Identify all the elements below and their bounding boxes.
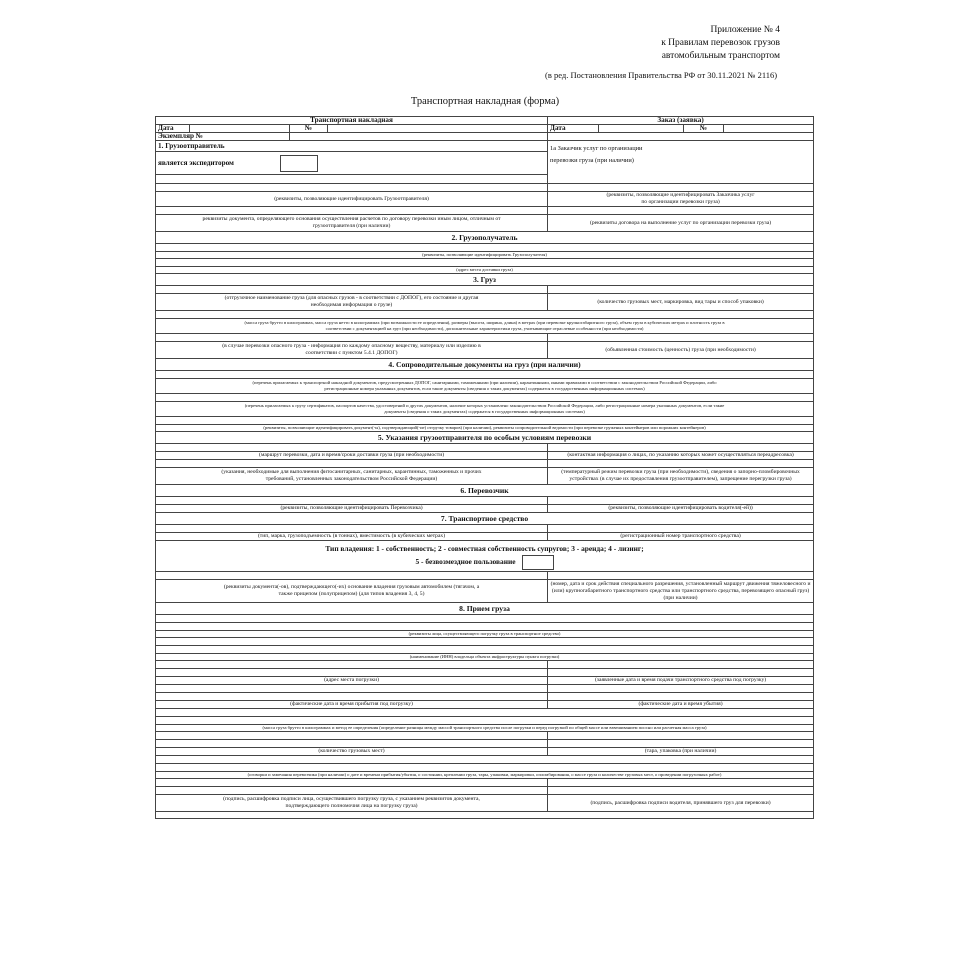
appendix-rules: к Правилам перевозок грузов <box>661 38 780 48</box>
cargo-name-field[interactable] <box>156 286 548 294</box>
packages-field[interactable] <box>548 286 814 294</box>
declared-time-field-2[interactable] <box>548 669 814 677</box>
vehicle-type: (тип, марка, грузоподъемность (в тоннах), вместимость (в кубических метрах) <box>156 533 548 541</box>
doc-basis-field[interactable] <box>156 207 548 215</box>
certificates-line2: документы (сведения о таких документах) содержатся в государственных информационных системах) <box>384 409 585 414</box>
acceptance-title: 8. Прием груза <box>156 603 814 615</box>
docs-list-line1: (перечень прилагаемых к транспортной накладной документов, предусмотренных ДОПОГ, санитарными, таможенными (при наличии), карантинными, иными правилами в соответствии с законодательством Российской Федерации, либо <box>252 380 717 385</box>
doc-basis-line2: грузоотправителя (при наличии) <box>312 223 391 229</box>
instructions-title: 5. Указания грузоотправителя по особым условиям перевозки <box>156 432 814 444</box>
carrier-title: 6. Перевозчик <box>156 485 814 497</box>
departure-field-2[interactable] <box>548 693 814 701</box>
special-permit-line3: (при наличии) <box>663 594 698 601</box>
cargo-name-line2: необходимая информация о грузе) <box>310 302 393 308</box>
forwarder-row <box>156 152 548 175</box>
count-field[interactable] <box>156 732 548 740</box>
delivery-addr: (адрес места доставки груза) <box>156 267 814 274</box>
temperature-line1: (температурный режим перевозки груза (при необходимости), сведения о запорно-пломбировочных <box>561 469 800 475</box>
ownership-type <box>156 541 814 572</box>
forwarder-label: является экспедитором <box>158 158 234 167</box>
redirect-contacts: (контактная информация о лицах, по указанию которых может осуществляться переадресовка) <box>548 452 814 460</box>
forwarder-checkbox[interactable] <box>280 155 318 172</box>
sanitary-line2: требований, установленных законодательством Российской Федерации) <box>265 476 438 482</box>
driver-sign-field[interactable] <box>548 779 814 787</box>
order-date-label: Дата <box>548 125 599 133</box>
certificates <box>156 402 814 417</box>
instr-field[interactable] <box>156 460 548 468</box>
infra-owner: (наименование (ИНН) владельца объекта инфраструктуры пункта погрузки) <box>156 654 814 661</box>
load-addr-field-2[interactable] <box>156 669 548 677</box>
count-field-2[interactable] <box>156 740 548 748</box>
docs-list <box>156 379 814 394</box>
special-permit-line2: (или) крупногабаритного транспортного средства или транспортного средства, перевозящего опасный груз) <box>551 587 810 594</box>
shipper-blank[interactable] <box>156 175 548 184</box>
doc-basis <box>156 215 548 232</box>
vehicle-title: 7. Транспортное средство <box>156 513 814 525</box>
load-addr-field[interactable] <box>156 661 548 669</box>
ownership-docs <box>156 580 548 603</box>
loader-req: (реквизиты лица, осуществляющего погрузку груза в транспортное средство) <box>156 631 814 638</box>
cargo-mass-line1: (масса груза брутто в килограммах, масса груза нетто в килограммах (при возможности ее определения), размеры (высота, ширина, длина) в метрах (при перевозке крупногабаритного груза), объем груза в кубических метрах и плотность груза в <box>244 320 725 325</box>
docs-list-line2: регистрационные номера указанных документов, если такие документы (сведения о таких документах) содержатся в государственных информационных системах) <box>324 386 645 391</box>
waybill-header: Транспортная накладная <box>156 117 548 125</box>
cargo-packages: (количество грузовых мест, маркировка, вид тары и способ упаковки) <box>548 294 814 311</box>
contract-req: (реквизиты договора на выполнение услуг по организации перевозки груза) <box>548 215 814 232</box>
order-date-field[interactable] <box>599 125 684 133</box>
infra-owner-field[interactable] <box>156 638 814 646</box>
sanitary-instructions <box>156 468 548 485</box>
appendix-header <box>661 24 780 63</box>
sanitary-line1: (указания, необходимые для выполнения фитосанитарных, санитарных, карантинных, таможенных и прочих <box>221 469 482 475</box>
consignee-field[interactable] <box>156 244 814 252</box>
customer-field[interactable] <box>548 184 814 192</box>
contract-field[interactable] <box>548 207 814 215</box>
waybill-date-field[interactable] <box>190 125 290 133</box>
appendix-transport: автомобильным транспортом <box>661 51 780 61</box>
ownership-docs-line1: (реквизиты документа(-ов), подтверждающего(-их) основание владения грузовым автомобилем (тягачом, а <box>223 584 480 590</box>
customer-req-line1: (реквизиты, позволяющие идентифицировать Заказчика услуг <box>606 192 755 198</box>
vehicle-reg-field[interactable] <box>548 525 814 533</box>
loader-sign-field[interactable] <box>156 779 548 787</box>
permit-field[interactable] <box>548 572 814 580</box>
ownership-docs-line2: также прицепом (полуприцепом) (для типов владения 3, 4, 5) <box>278 591 425 597</box>
pack-field-2[interactable] <box>548 740 814 748</box>
certs-field[interactable] <box>156 394 814 402</box>
delivery-addr-field[interactable] <box>156 259 814 267</box>
ownership-docs-field[interactable] <box>156 572 548 580</box>
driver-field[interactable] <box>548 497 814 505</box>
shipper-req: (реквизиты, позволяющие идентифицировать Грузоотправителя) <box>156 192 548 207</box>
form-title: Транспортная накладная (форма) <box>410 96 560 107</box>
temperature-line2: устройствах (в случае их предоставления грузоотправителем), запрещение перегрузки груза) <box>569 476 792 482</box>
shipper-title: 1. Грузоотправитель <box>156 141 548 152</box>
declared-value: (объявленная стоимость (ценность) груза (при необходимости) <box>548 342 814 359</box>
special-permit <box>548 580 814 603</box>
driver-sign-field-2[interactable] <box>548 787 814 795</box>
departure-time: (фактические дата и время убытия) <box>548 701 814 709</box>
carrier-remarks: (оговорки и замечания перевозчика (при наличии) о дате и времени прибытия/убытия, о состоянии, креплении груза, тары, упаковки, маркировки, опломбирования, о массе груза и количестве грузовых мест, о проведении погрузочных работ) <box>156 772 814 779</box>
cargo-mass-line2: соответствии с документацией на груз (при необходимости), дополнительные характеристики груза, учитывающие отраслевые особенности (при необходимости) <box>325 326 644 331</box>
driver-req: (реквизиты, позволяющие идентифицировать водителя(-ей)) <box>548 505 814 513</box>
customer-1a <box>548 141 814 184</box>
appendix-edition: (в ред. Постановления Правительства РФ от 30.11.2021 № 2116) <box>545 70 778 80</box>
contacts-field[interactable] <box>548 444 814 452</box>
route: (маршрут перевозки, дата и время/сроки доставки груза (при необходимости) <box>156 452 548 460</box>
departure-field[interactable] <box>548 685 814 693</box>
cargo-title: 3. Груз <box>156 274 814 286</box>
acts-field[interactable] <box>156 417 814 425</box>
consignee-req: (реквизиты, позволяющие идентифицировать Грузополучателя) <box>156 252 814 259</box>
final-field[interactable] <box>156 812 814 819</box>
dangerous-goods-line2: соответствии с пунктом 5.4.1 ДОПОГ) <box>305 350 398 356</box>
order-header: Заказ (заявка) <box>548 117 814 125</box>
cargo-name <box>156 294 548 311</box>
package-count: (количество грузовых мест) <box>156 748 548 756</box>
loader-signature-line2: подтверждающего полномочия лица на погрузку груза) <box>285 803 418 809</box>
arrival-field-2[interactable] <box>156 693 548 701</box>
cargo-name-line1: (отгрузочное наименование груза (для опасных грузов - в соответствии с ДОПОГ), его состояние и другая <box>224 295 479 301</box>
load-mass-field-2[interactable] <box>156 717 814 725</box>
loaded-mass: (масса груза брутто в килограммах и метод ее определения (определение разницы между массой транспортного средства после погрузки и перед погрузкой по общей массе или взвешиванием поосно или расчетная масса груза) <box>156 725 814 732</box>
waybill-number-field[interactable] <box>328 125 548 133</box>
vehicle-type-field[interactable] <box>156 525 548 533</box>
loader-field[interactable] <box>156 615 814 623</box>
dangerous-goods <box>156 342 548 359</box>
route-field[interactable] <box>156 444 548 452</box>
remarks-field-2[interactable] <box>156 764 814 772</box>
temp-field[interactable] <box>548 460 814 468</box>
loader-sign-field-2[interactable] <box>156 787 548 795</box>
certificates-line1: (перечень прилагаемых к грузу сертификатов, паспортов качества, удостоверений и других документов, наличие которых установлено законодательством Российской Федерации, либо регистрационные номера указанных документов, если такие <box>244 403 725 408</box>
dangerous-goods-line1: (в случае перевозки опасного груза - информация по каждому опасному веществу, материалу или изделию в <box>222 343 481 349</box>
temperature-mode <box>548 468 814 485</box>
customer-1a-line1: 1а Заказчик услуг по организации <box>550 145 643 152</box>
danger-field[interactable] <box>156 334 548 342</box>
carrier-field[interactable] <box>156 497 548 505</box>
load-mass-field[interactable] <box>156 709 814 717</box>
loader-signature-line1: (подпись, расшифровка подписи лица, осуществившего погрузку груза, с указанием реквизитов документа, <box>223 796 480 802</box>
shipper-field[interactable] <box>156 184 548 192</box>
vehicle-reg: (регистрационный номер транспортного средства) <box>548 533 814 541</box>
cargo-mass-field[interactable] <box>156 311 814 319</box>
waybill-number-label: № <box>290 125 328 133</box>
cargo-mass <box>156 319 814 334</box>
arrival-time: (фактические дата и время прибытия под погрузку) <box>156 701 548 709</box>
waybill-date-label: Дата <box>156 125 190 133</box>
loader-field-2[interactable] <box>156 623 814 631</box>
loading-address: (адрес места погрузки) <box>156 677 548 685</box>
appendix-number: Приложение № 4 <box>710 25 780 35</box>
ownership-line2: 5 - безвозмездное пользование <box>415 556 516 566</box>
remarks-field[interactable] <box>156 756 814 764</box>
copy-number-field[interactable] <box>290 133 548 141</box>
order-number-field[interactable] <box>724 125 814 133</box>
special-permit-line1: (номер, дата и срок действия специального разрешения, установленный маршрут движения тяжеловесного и <box>550 580 811 587</box>
ownership-type-field[interactable] <box>522 555 554 570</box>
copy-number-label: Экземпляр № <box>156 133 290 141</box>
infra-owner-field-2[interactable] <box>156 646 814 654</box>
customer-1a-line2: перевозки груза (при наличии) <box>550 157 634 164</box>
declared-time: (заявленные дата и время подачи транспортного средства под погрузку) <box>548 677 814 685</box>
order-number-label: № <box>684 125 724 133</box>
value-field[interactable] <box>548 334 814 342</box>
pack-field[interactable] <box>548 732 814 740</box>
waybill-form <box>155 116 814 819</box>
carrier-req: (реквизиты, позволяющие идентифицировать Перевозчика) <box>156 505 548 513</box>
declared-time-field[interactable] <box>548 661 814 669</box>
docs-title: 4. Сопроводительные документы на груз (при наличии) <box>156 359 814 371</box>
packaging: (тара, упаковка (при наличии) <box>548 748 814 756</box>
loader-signature <box>156 795 548 812</box>
arrival-field[interactable] <box>156 685 548 693</box>
docs-list-field[interactable] <box>156 371 814 379</box>
customer-req <box>548 192 814 207</box>
shipping-acts: (реквизиты, позволяющие идентифицировать документ(-ы), подтверждающий(-ие) отгрузку товаров) (при наличии), реквизиты сопроводительной ведомости (при перевозке груженых контейнеров или порожних контейнеров) <box>156 425 814 432</box>
customer-req-line2: по организации перевозки груза) <box>641 199 720 205</box>
doc-basis-line1: реквизиты документа, определяющего основания осуществления расчетов по договору перевозки иным лицом, отличным от <box>202 216 501 222</box>
consignee-title: 2. Грузополучатель <box>156 232 814 244</box>
ownership-line1: Тип владения: 1 - собственность; 2 - совместная собственность супругов; 3 - аренда; 4 - лизинг; <box>325 543 644 553</box>
driver-signature: (подпись, расшифровка подписи водителя, принявшего груз для перевозки) <box>548 795 814 812</box>
